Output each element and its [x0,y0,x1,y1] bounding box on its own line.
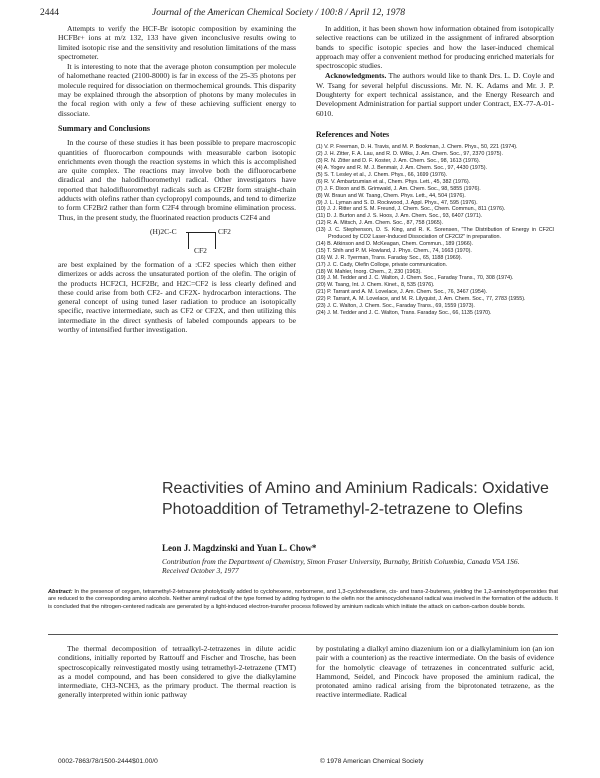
references-heading: References and Notes [316,129,390,139]
affiliation: Contribution from the Department of Chemistry, Simon Fraser University, Burnaby, British Columbia, Canada V5A 1S6. Received October 3, 1977 [162,557,520,575]
paragraph: In addition, it has been shown how information obtained from isotopically selective reactions can be utilized in the assignment of infrared absorption bands to specific isotopic species and how the laser-induced chemical approach may offer a convenient method for producing enriched materials for spectroscopic studies. [316,24,554,71]
reference-item: (14) B. Atkinson and D. McKeagan, Chem. Commun., 189 (1966). [316,240,474,247]
reference-item: (16) W. J. R. Tyerman, Trans. Faraday Soc., 65, 1188 (1969). [316,254,463,261]
body-left-column [58,644,296,701]
right-column [316,24,554,317]
article-authors: Leon J. Magdzinski and Yuan L. Chow* [162,543,317,553]
article-code: 0002-7863/78/1500-2444$01.00/0 [58,758,158,765]
article-title: Reactivities of Amino and Aminium Radicals: Oxidative Photoaddition of Tetramethyl-2-tetrazene to Olefins [162,480,549,518]
body-right-column [316,644,554,701]
structure-left: (H)2C-C [150,226,177,236]
abstract-label: Abstract: [48,589,73,595]
left-column [58,24,296,335]
reference-item: (24) J. M. Tedder and J. C. Walton, Trans. Faraday Soc., 66, 1135 (1970). [316,310,492,317]
reference-item: (6) R. V. Ambartzumian et al., Chem. Phys. Lett., 45, 382 (1976). [316,178,471,185]
summary-heading: Summary and Conclusions [58,123,151,133]
reference-item: (5) S. T. Lesley et al., J. Chem. Phys., 66, 1699 (1976). [316,171,448,178]
reference-item: (11) D. J. Burton and J. S. Hoos, J. Am. Chem. Soc., 93, 6407 (1971). [316,213,483,220]
paragraph: Attempts to verify the HCF-Br isotopic composition by examining the HCFBr+ ions at m/z 132, 133 have given inconclusive results owing to limited isotopic rise and the sensitivity and resolution limitations of the mass spectrometer. [58,24,296,61]
page-number: 2444 [40,8,59,18]
abstract [48,589,558,611]
reference-item: (17) J. C. Cady, Olefin Colloge, private communication. [316,261,448,268]
bond-line [188,233,189,249]
reference-item: (1) V. P. Freeman, D. H. Travis, and M. P. Bookman, J. Chem. Phys., 50, 221 (1974). [316,144,518,151]
reference-list [316,144,554,317]
reference-item: (3) R. N. Zitter and D. F. Koster, J. Am. Chem. Soc., 98, 1613 (1976). [316,158,481,165]
divider [48,634,558,635]
reference-item: (19) J. M. Tedder and J. C. Walton, J. Chem. Soc., Faraday Trans., 70, 308 (1974). [316,275,514,282]
reference-item: (13) J. C. Stephenson, D. S. King, and R. K. Sorensen, "The Distribution of Energy in CF2Cl Produced by CO2 Laser-Induced Dissociation of CF2Cl2" in preparation. [316,227,554,241]
paragraph: by postulating a dialkyl amino diazenium ion or a dialkylaminium ion (an ion pair with a counterion) as the reactive intermediate. On the basis of evidence for the homolytic cleavage of tetrazenes in concentrated sulfuric acid, Hammond, Seidel, and Pincock have proposed the aminium radical, the protonated amino radical arising from the biprotonated tetrazene, as the reactive intermediate. Radical [316,644,554,700]
paragraph: are best explained by the formation of a :CF2 species which then either dimerizes or adds across the unsaturated portion of the olefin. The origin of the products HCF2Cl, HCF2Br, and H2C=CF2 is less clearly defined and these could arise from both CF2- and CF2X- hydrocarbon interactions. The general concept of using tuned laser radiation to produce an isotopically specific, reactive intermediate, such as CF2 or CF2X, and then utilizing this intermediate in the direct synthesis of labeled compounds appears to be worthy of intensified further investigation. [58,259,296,335]
reference-item: (10) J. J. Ritter and S. M. Freund, J. Chem. Soc., Chem. Commun., 811 (1976). [316,206,506,213]
paragraph: It is interesting to note that the average photon consumption per molecule of halomethane reacted (2100-8000) is far in excess of the 25-35 photons per molecule required for dissociation on thermochemical grounds. This disparity may be explained through the absorption of photons by many molecules in the focal region with only a few of these achieving sufficient energy to dissociate. [58,62,296,118]
reference-item: (9) J. L. Lyman and S. D. Rockwood, J. Appl. Phys., 47, 595 (1976). [316,199,478,206]
reference-item: (21) P. Tarrant and A. M. Lovelace, J. Am. Chem. Soc., 76, 3467 (1954). [316,289,488,296]
reference-item: (4) A. Yogev and R. M. J. Benmair, J. Am. Chem. Soc., 97, 4430 (1975). [316,164,488,171]
reference-item: (7) J. F. Dixon and B. Grimwald, J. Am. Chem. Soc., 98, 5855 (1976). [316,185,481,192]
structure-bottom: CF2 [194,245,207,255]
copyright: © 1978 American Chemical Society [320,758,424,765]
journal-citation: Journal of the American Chemical Society / 100:8 / April 12, 1978 [152,8,405,18]
bond-line [186,232,216,233]
bond-line [215,233,216,249]
reference-item: (2) J. H. Zitter, F. A. Lau, and R. D. Wilks, J. Am. Chem. Soc., 97, 2370 (1975). [316,151,503,158]
reference-item: (23) J. C. Walton, J. Chem. Soc., Faraday Trans., 69, 1559 (1973). [316,303,475,310]
acknowledgments [316,71,554,117]
reference-item: (20) W. Tsang, Int. J. Chem. Kinet., 8, 535 (1976). [316,282,435,289]
structure-right: CF2 [218,226,231,236]
reference-item: (15) T. Shih and P. M. Howland, J. Phys. Chem., 74, 1663 (1970). [316,247,472,254]
chemical-structure [58,224,296,258]
reference-item: (12) R. A. Mitsch, J. Am. Chem. Soc., 87, 758 (1965). [316,220,444,227]
ack-label: Acknowledgments. [325,71,387,81]
reference-item: (22) P. Tarrant, A. M. Lovelace, and M. R. Lilyquist, J. Am. Chem. Soc., 77, 2783 (1955). [316,296,526,303]
reference-item: (8) W. Braun and W. Tsang, Chem. Phys. Lett., 44, 504 (1976). [316,192,466,199]
paragraph: In the course of these studies it has been possible to prepare macroscopic quantities of fluorocarbon compounds with measurable carbon isotopic enrichments even though the reaction systems in which this is accomplished are quite complex. The reactions may involve both the difluorocarbene diradical and the halodifluoromethyl radical. Other investigators have reported that halodifluoromethyl radicals such as CF2Br form straight-chain adducts with olefins rather than cyclopropyl compounds, and tend to dimerize to form CF2Br2 rather than form C2F4 through bromine elimination process. Thus, in the present study, the fluorinated reaction products C2F4 and [58,138,296,222]
reference-item: (18) W. Mahler, Inorg. Chem., 2, 230 (1963). [316,268,422,275]
paragraph: The thermal decomposition of tetraalkyl-2-tetrazenes in dilute acidic conditions, initially reported by Rattouff and Fischer and Trosche, has been spectroscopically reinvestigated mostly using tetramethyl-2-tetrazene (TMT) as a model compound, and has been considered to give the dialkylamine intermediate, CH3-NCH3, as the primary product. The thermal reaction is generally interpreted within ionic pathway [58,644,296,700]
ack-text: The authors would like to thank Drs. L. D. Coyle and W. Tsang for several helpful discussions. Mr. N. K. Adams and Mr. J. P. Doughterty for expert technical assistance, and the Energy Research and Development Administration for partial support under Contract, EX-77-A-01-6010. [316,71,554,118]
abstract-text: In the presence of oxygen, tetramethyl-2-tetrazene photolytically added to cyclohexene, norbornene, and 1,3-cyclohexadiene, cis- and trans-2-butenes, yielding the 1,2-aminohydroperoxides that are reduced to the corresponding amino alcohols. Neither aminyl radical of the type formed by adding hydrogen to the olefin nor the aminocyclohexanol radical was involved in the formation of the adducts. It is concluded that the nitrogen-centered radicals are generated by a light-induced electron-transfer process followed by aminium radicals which initiate the attack on carbon-carbon double bonds. [48,589,558,610]
